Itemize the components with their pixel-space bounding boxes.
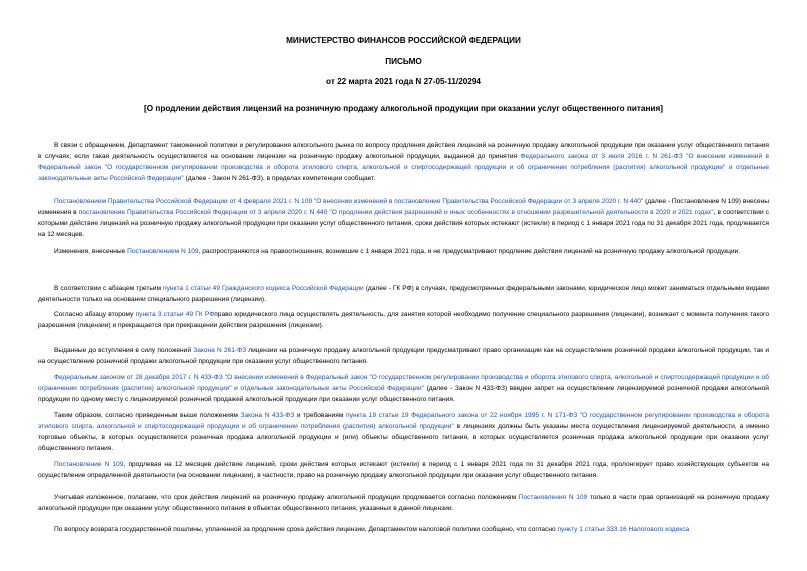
legal-reference-link[interactable]: Постановление N 109	[54, 461, 124, 468]
paragraph-5	[38, 309, 769, 331]
paragraph-text: и требованиям	[294, 412, 347, 419]
paragraph-text: , в соответствии с которыми действие лицензий на розничную продажу алкогольной продукции при оказании услуг общественного питания, сроки действия которых истекают (истекли) в период с 1 января 2021 года по 31 декабря 2021 года, продлевается на 12 месяцев.	[38, 209, 770, 238]
paragraph-text: В связи с обращением, Департамент таможенной политики и регулирования алкогольного рынка по вопросу продления действия лицензий на розничную продажу алкогольной продукции при оказании услуг общественного питания в случаях, если такая деятельность осуществляется на основании лицензии на розничную продажу алкогольной продукции, выданной до принятия	[38, 142, 769, 160]
paragraph-text: По вопросу возврата государственной пошлины, уплаченной за продление срока действия лицензии, Департаментом налоговой политики сообщено, что согласно	[54, 526, 558, 533]
document-date-number: от 22 марта 2021 года N 27-05-11/20294	[326, 77, 481, 86]
paragraph-text: В соответствии с абзацем третьим	[54, 285, 163, 292]
paragraph-4	[38, 283, 769, 305]
legal-reference-link[interactable]: Федерального закона от 3 июля 2016 г. N 261-ФЗ "О внесении изменений в Федеральный закон "О государственном регулировании производства и оборота этилового спирта, алкогольной и спиртосодержащей продукции и об ограничении потребления (распития) алкогольной продукции" и отдельные законодательные акты Российской Федерации"	[38, 153, 769, 182]
paragraph-text: (далее - Закон N 433-ФЗ) введен запрет на осуществление лицензируемой розничной продажи алкогольной продукции по одному месту с лицензируемой розничной продажей алкогольной продукции при оказании услуг общественного питания.	[38, 385, 769, 403]
paragraph-7	[38, 372, 769, 405]
paragraph-text: только в части прав организаций на розничную продажу алкогольной продукции при оказании услуг общественного питания в объектах общественного питания, указанных в данной лицензии.	[38, 494, 769, 512]
paragraph-text: Учитывая изложенное, полагаем, что срок действия лицензий на розничную продажу алкогольной продукции продлевается согласно положениям	[54, 494, 519, 501]
legal-reference-link[interactable]: постановление Правительства Российской Федерации от 3 апреля 2020 г. N 440 "О продлении действия разрешений и иных особенностях в отношении разрешительной деятельности в 2020 и 2021 годах"	[78, 209, 714, 216]
legal-reference-link[interactable]: пункта 19 статьи 19 Федерального закона от 22 ноября 1995 г. N 171-ФЗ "О государственном регулировании производства и оборота этилового спирта, алкогольной и спиртосодержащей продукции и об ограничении потребления (распития) алкогольной продукции"	[38, 412, 769, 430]
paragraph-text: лицензии на розничную продажу алкогольной продукции предусматривают право организации как на осуществление розничной продажи алкогольной продукции, так и на осуществление розничной продажи алкогольной продукции при оказании услуг общественного питания.	[38, 347, 770, 365]
legal-reference-link[interactable]: Постановлением Правительства Российской Федерации от 4 февраля 2021 г. N 109 "О внесении изменений в постановление Правительства Российской Федерации от 3 апреля 2020 г. N 440"	[54, 198, 644, 205]
document-subject: [О продлении действия лицензий на розничную продажу алкогольной продукции при оказании услуг общественного питания]	[144, 104, 663, 113]
paragraph-text: (далее - Постановление N 109) внесены изменения в	[38, 198, 769, 216]
legal-reference-link[interactable]: пункта 3 статьи 49 ГК РФ	[135, 311, 215, 318]
paragraph-10	[38, 492, 769, 514]
paragraph-1	[38, 140, 769, 184]
paragraph-text: право юридического лица осуществлять деятельность, для занятия которой необходимо получение специального разрешения (лицензии), возникает с момента получения такого разрешения (лицензии) и прекращается при прекращении действия разрешения (лицензии).	[38, 311, 769, 329]
legal-reference-link[interactable]: Постановления N 109	[518, 494, 588, 501]
document-type: ПИСЬМО	[385, 57, 422, 66]
paragraph-3	[38, 246, 769, 257]
paragraph-11	[38, 524, 769, 535]
paragraph-text: (далее - ГК РФ) в случаях, предусмотренных федеральными законами, юридическое лицо может заниматься отдельными видами деятельности только на основании специального разрешения (лицензии).	[38, 285, 769, 303]
paragraph-text: Согласно абзацу второму	[54, 311, 136, 318]
ministry-title: МИНИСТЕРСТВО ФИНАНСОВ РОССИЙСКОЙ ФЕДЕРАЦИИ	[286, 36, 521, 45]
paragraph-text: , продлевая на 12 месяцев действие лицензий, сроки действия которых истекают (истекли) в период с 1 января 2021 года по 31 декабря 2021 года, пролонгирует право хозяйствующих субъектов на осуществление определенной деятельности (на основании лицензии), в частности, право на розничную продажу алкогольной продукции при оказании услуг общественного питания.	[38, 461, 769, 479]
paragraph-text: в лицензиях должны быть указаны места осуществления лицензируемой деятельности, а именно торговые объекты, в которых осуществляется розничная продажа алкогольной продукции и (или) объекты общественного питания, в которых осуществляется розничная продажа алкогольной продукции при оказании услуг общественного питания.	[38, 423, 769, 452]
paragraph-6	[38, 345, 769, 367]
legal-reference-link[interactable]: Постановлением N 109	[127, 248, 199, 255]
paragraph-text: Таким образом, согласно приведенным выше положениям	[54, 412, 241, 419]
paragraph-8	[38, 410, 769, 454]
paragraph-text: Изменения, внесенные	[54, 248, 128, 255]
paragraph-2	[38, 196, 769, 240]
paragraph-9	[38, 459, 769, 481]
legal-reference-link[interactable]: пункта 1 статьи 49 Гражданского кодекса Российской Федерации	[163, 285, 364, 292]
paragraph-text: , распространяются на правоотношения, возникшие с 1 января 2021 года, и не предусматривают продление действия лицензий на розничную продажу алкогольной продукции.	[198, 248, 741, 255]
legal-reference-link[interactable]: пункту 1 статьи 333.16 Налогового кодекса	[557, 526, 690, 533]
legal-reference-link[interactable]: Федеральным законом от 28 декабря 2017 г. N 433-ФЗ "О внесении изменений в Федеральный закон "О государственном регулировании производства и оборота этилового спирта, алкогольной и спиртосодержащей продукции и об ограничении потребления (распития) алкогольной продукции" и отдельные законодательные акты Российской Федерации"	[38, 374, 769, 392]
legal-reference-link[interactable]: Закона N 433-ФЗ	[240, 412, 295, 419]
legal-reference-link[interactable]: Закона N 261-ФЗ	[193, 347, 247, 354]
paragraph-text: (далее - Закон N 261-ФЗ), в пределах компетенции сообщает.	[183, 175, 376, 182]
paragraph-text: Выданные до вступления в силу положений	[54, 347, 194, 354]
